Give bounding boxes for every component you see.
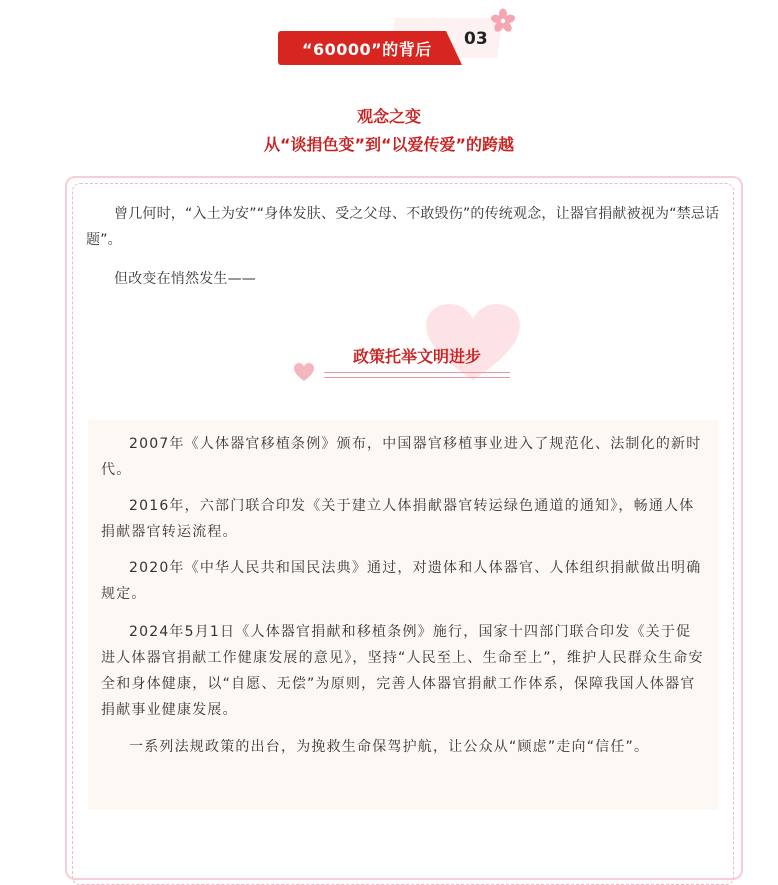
section-underline-2 — [324, 377, 510, 378]
banner-title: “60000”的背后 — [302, 40, 432, 59]
policy-paragraph-2024: 2024年5月1日《人体器官捐献和移植条例》施行，国家十四部门联合印发《关于促进人体器官捐献工作健康发展的意见》，坚持“人民至上、生命至上”，维护人民群众生命安全和身体健康，以“自愿、无偿”为原则，完善人体器官捐献工作体系，保障我国人体器官捐献事业健康发展。 — [101, 624, 704, 718]
banner-number: 03 — [464, 29, 488, 49]
policy-paragraph-2020: 2020年《中华人民共和国民法典》通过，对遗体和人体器官、人体组织捐献做出明确规定。 — [101, 560, 702, 602]
policy-paragraph-2016: 2016年，六部门联合印发《关于建立人体捐献器官转运绿色通道的通知》，畅通人体捐献器官转运流程。 — [101, 498, 695, 540]
intro-paragraph-2: 但改变在悄然发生—— — [114, 271, 256, 287]
flower-icon — [490, 8, 516, 34]
section-title: 政策托举文明进步 — [352, 347, 481, 366]
policy-paragraph-2007: 2007年《人体器官移植条例》颁布，中国器官移植事业进入了规范化、法制化的新时代。 — [101, 436, 702, 478]
section-underline-1 — [324, 372, 510, 373]
intro-paragraph-1: 曾几何时，“入土为安”“身体发肤、受之父母、不敢毁伤”的传统观念，让器官捐献被视为“禁忌话题”。 — [86, 206, 720, 248]
subheading-line-1: 观念之变 — [356, 107, 421, 126]
small-heart-icon — [293, 362, 315, 382]
heart-icon — [424, 302, 522, 382]
subheading-line-2: 从“谈捐色变”到“以爱传爱”的跨越 — [263, 135, 515, 154]
policy-paragraph-summary: 一系列法规政策的出台，为挽救生命保驾护航，让公众从“顾虑”走向“信任”。 — [129, 739, 650, 755]
